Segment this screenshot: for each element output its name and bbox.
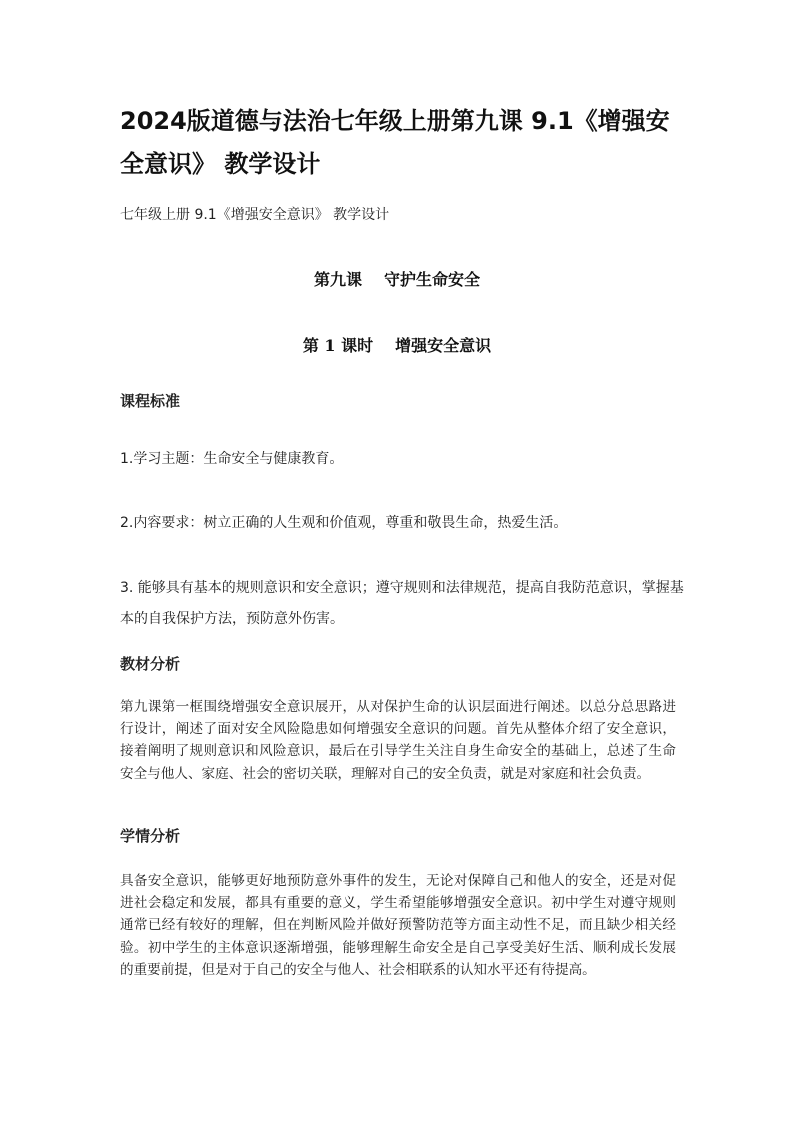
curriculum-standard-heading: 课程标准 bbox=[120, 392, 181, 410]
curriculum-standard-item-3: 3. 能够具有基本的规则意识和安全意识；遵守规则和法律规范，提高自我防范意识，掌握基本的自我保护方法，预防意外伤害。 bbox=[120, 580, 684, 627]
lesson-period-heading bbox=[0, 333, 794, 359]
student-analysis-heading: 学情分析 bbox=[120, 827, 181, 845]
lesson-unit-heading bbox=[0, 267, 794, 293]
document-title: 2024版道德与法治七年级上册第九课 9.1《增强安全意识》 教学设计 bbox=[120, 107, 670, 178]
textbook-analysis-heading: 教材分析 bbox=[120, 655, 181, 673]
lesson-unit-name: 守护生命安全 bbox=[384, 270, 481, 289]
document-subtitle: 七年级上册 9.1《增强安全意识》 教学设计 bbox=[120, 207, 390, 223]
student-analysis-body: 具备安全意识，能够更好地预防意外事件的发生，无论对保障自己和他人的安全，还是对促进社会稳定和发展，都具有重要的意义，学生希望能够增强安全意识。初中学生对遵守规则通常已经有较好的理解，但在判断风险并做好预警防范等方面主动性不足，而且缺少相关经验。初中学生的主体意识逐渐增强，能够理解生命安全是自己享受美好生活、顺利成长发展的重要前提，但是对于自己的安全与他人、社会相联系的认知水平还有待提高。 bbox=[120, 873, 676, 978]
curriculum-standard-item-1: 1.学习主题：生命安全与健康教育。 bbox=[120, 451, 344, 467]
lesson-unit: 第九课 bbox=[313, 270, 362, 289]
lesson-period: 第 1 课时 bbox=[302, 336, 374, 355]
textbook-analysis-body: 第九课第一框围绕增强安全意识展开，从对保护生命的认识层面进行阐述。以总分总思路进行设计，阐述了面对安全风险隐患如何增强安全意识的问题。首先从整体介绍了安全意识，接着阐明了规则意识和风险意识，最后在引导学生关注自身生命安全的基础上，总述了生命安全与他人、家庭、社会的密切关联，理解对自己的安全负责，就是对家庭和社会负责。 bbox=[120, 699, 676, 782]
curriculum-standard-item-2: 2.内容要求：树立正确的人生观和价值观，尊重和敬畏生命，热爱生活。 bbox=[120, 515, 568, 531]
lesson-period-name: 增强安全意识 bbox=[395, 336, 492, 355]
